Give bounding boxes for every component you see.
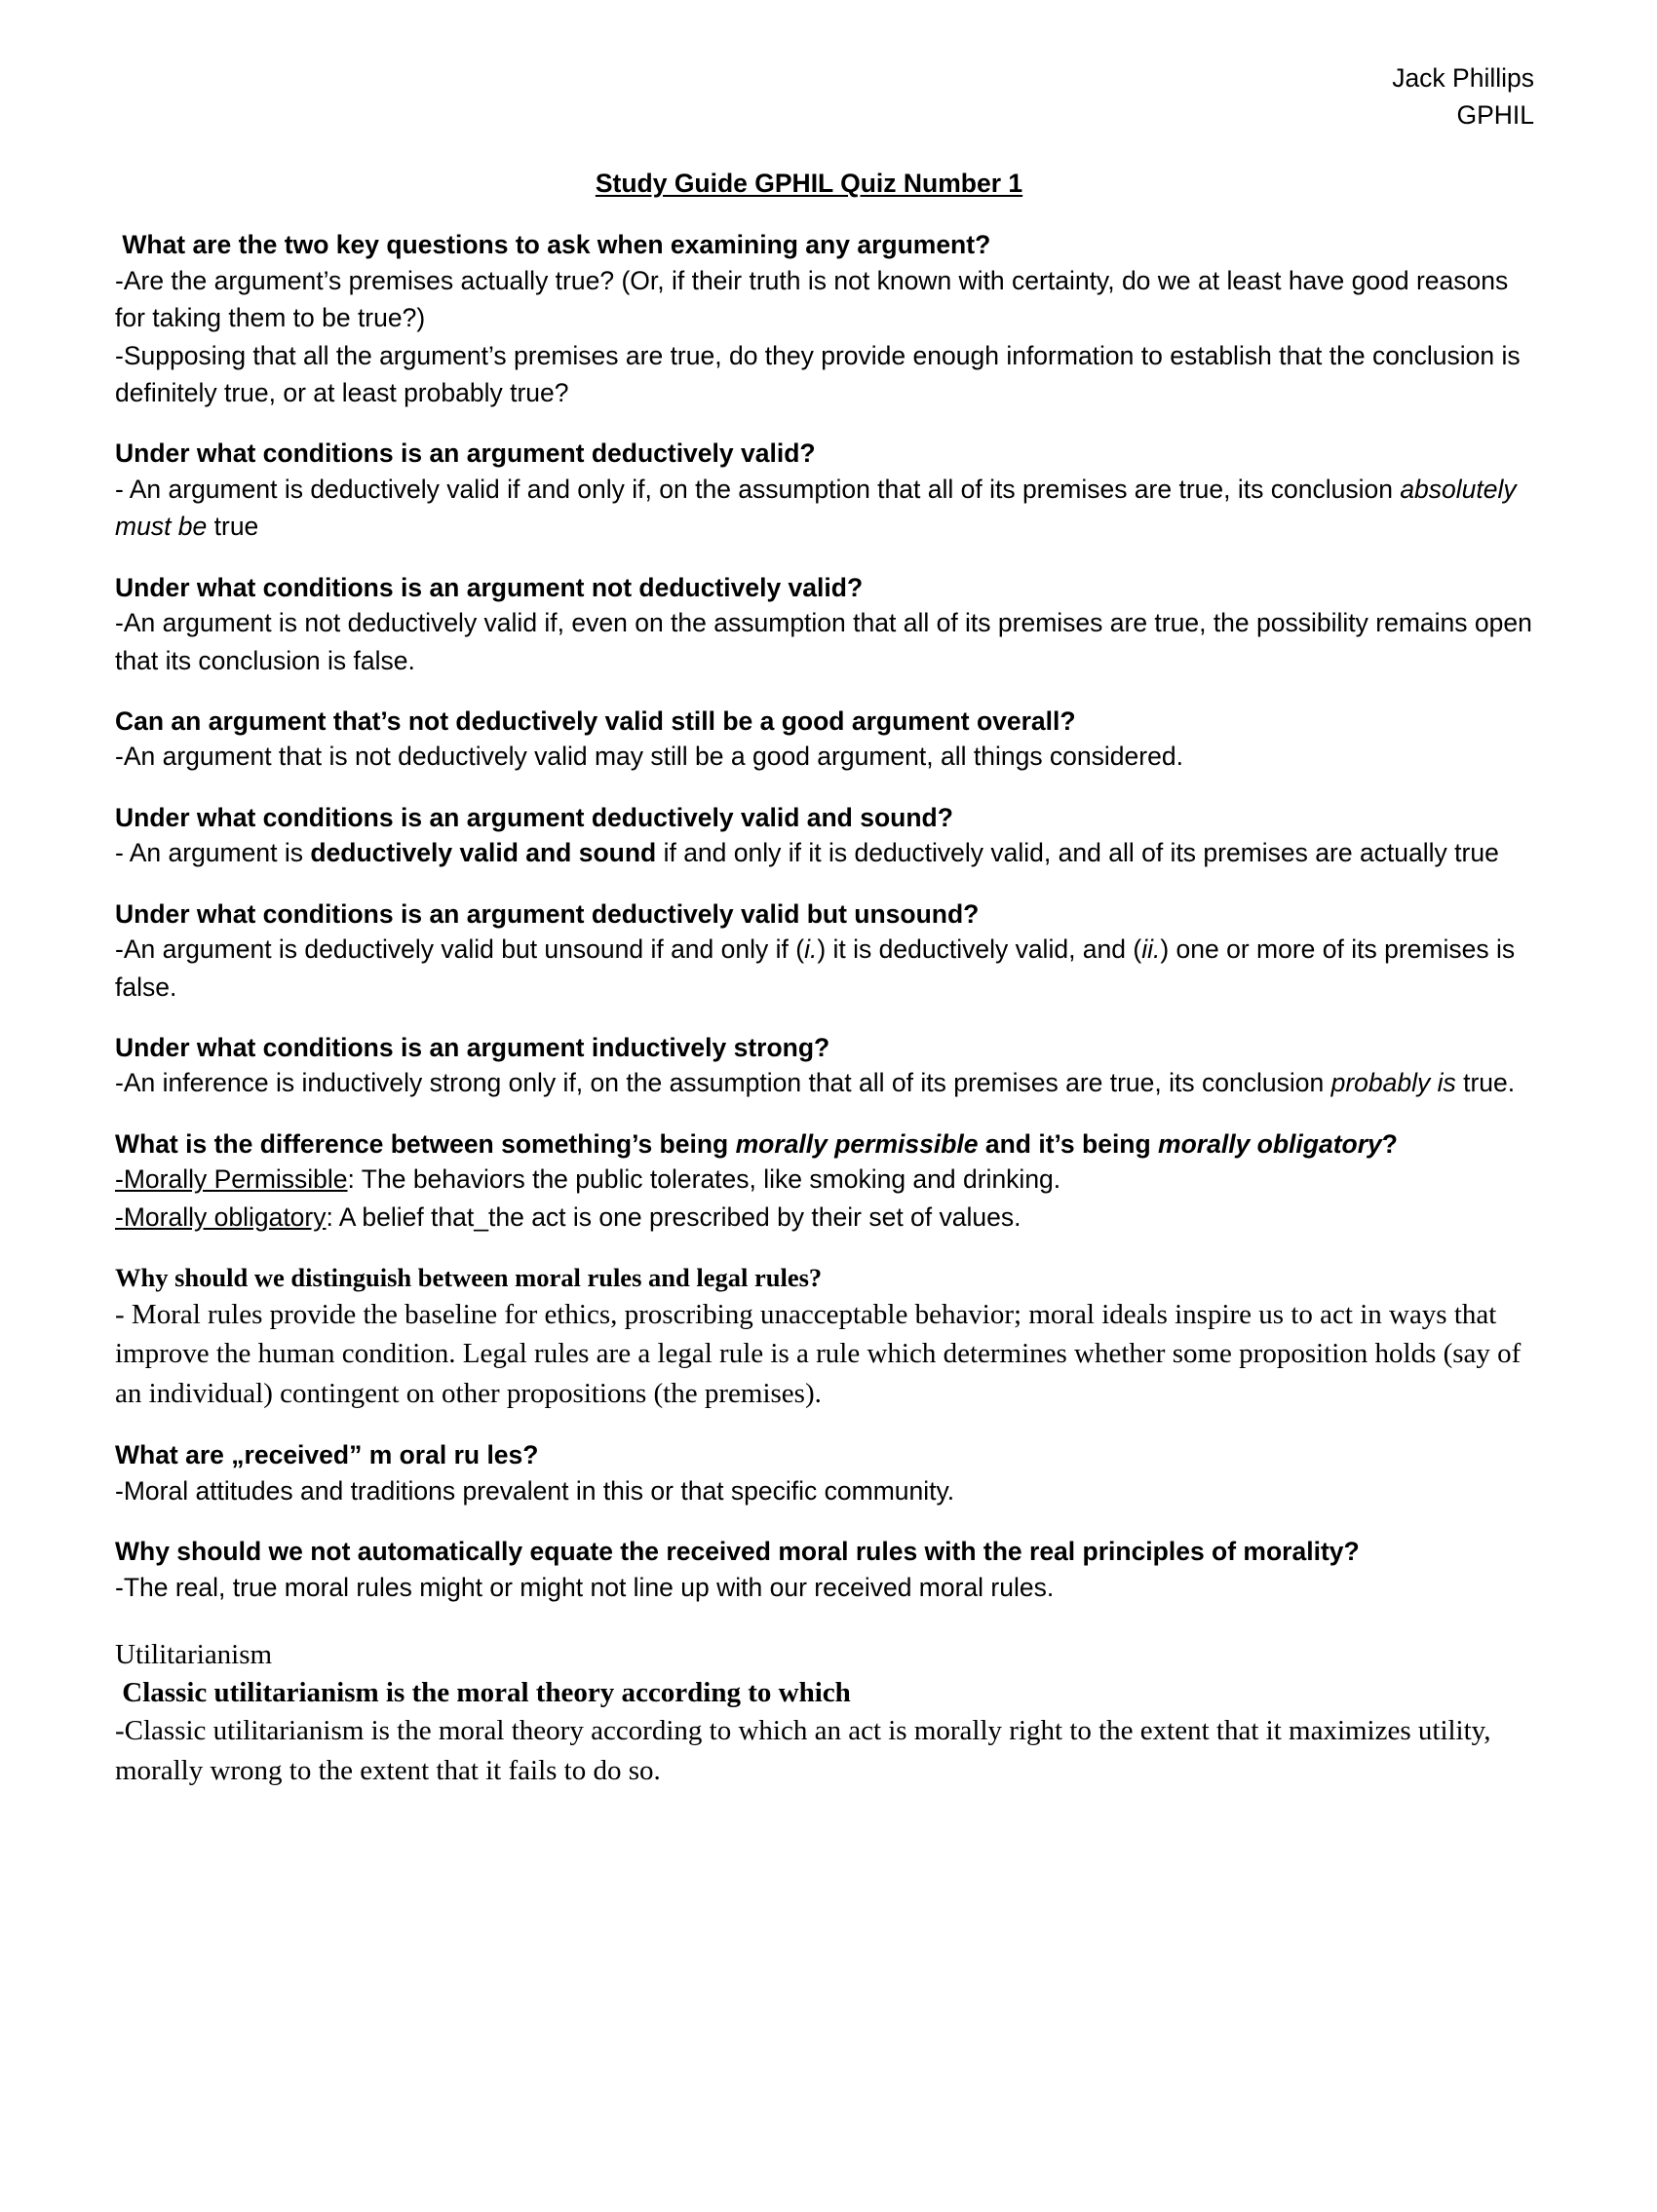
utilitarianism-subheading: Classic utilitarianism is the moral theory according to which xyxy=(115,1676,851,1708)
section-good-argument-overall xyxy=(115,705,1542,776)
answer-part: true xyxy=(207,512,259,542)
answer-part: : The behaviors the public tolerates, like smoking and drinking. xyxy=(347,1164,1061,1195)
question-heading: Under what conditions is an argument inductively strong? xyxy=(115,1032,830,1062)
section-received-vs-real-principles xyxy=(115,1535,1542,1606)
utilitarianism-heading: Utilitarianism xyxy=(115,1639,273,1671)
question-heading: Under what conditions is an argument deductively valid? xyxy=(115,439,816,469)
section-moral-vs-legal-rules xyxy=(115,1261,1542,1413)
answer-text: -An argument is not deductively valid if, even on the assumption that all of its premises are true, the possibility remains open that its conclusion is false. xyxy=(115,608,1532,675)
answer-enumerator: i. xyxy=(804,934,818,965)
answer-part: : A belief that_the act is one prescribed by their set of values. xyxy=(326,1201,1021,1232)
answer-part: ) one or more of its premises is false. xyxy=(115,934,1516,1002)
answer-text xyxy=(115,931,1542,1006)
section-valid-but-unsound xyxy=(115,897,1542,1006)
question-part: and it’s being xyxy=(978,1128,1159,1159)
question-heading: Under what conditions is an argument deductively valid and sound? xyxy=(115,802,953,832)
question-heading: Why should we not automatically equate the received moral rules with the real principles of morality? xyxy=(115,1537,1360,1567)
answer-text xyxy=(115,1064,1542,1101)
question-heading: Under what conditions is an argument not deductively valid? xyxy=(115,572,864,602)
section-not-deductively-valid xyxy=(115,571,1542,679)
question-emphasis: morally permissible xyxy=(735,1128,979,1159)
question-heading: Under what conditions is an argument deductively valid but unsound? xyxy=(115,898,980,929)
section-valid-and-sound xyxy=(115,801,1542,872)
question-part: What is the difference between something’s being xyxy=(115,1128,736,1159)
answer-text xyxy=(115,834,1542,871)
answer-text: -Classic utilitarianism is the moral theory according to which an act is morally right to the extent that it maximizes utility, morally wrong to the extent that it fails to do so. xyxy=(115,1715,1491,1786)
question-heading: What are „received” m oral ru les? xyxy=(115,1440,539,1470)
answer-part: ) it is deductively valid, and ( xyxy=(817,934,1142,965)
answer-emphasis: absolutely must be xyxy=(115,474,1517,542)
question-heading: What are the two key questions to ask when examining any argument? xyxy=(115,230,991,260)
answer-emphasis: probably is xyxy=(1330,1068,1456,1098)
answer-strong: deductively valid and sound xyxy=(310,838,657,868)
section-utilitarianism xyxy=(115,1635,1542,1790)
section-permissible-vs-obligatory xyxy=(115,1127,1542,1236)
answer-enumerator: ii. xyxy=(1141,934,1161,965)
answer-part: - An argument is xyxy=(115,838,311,868)
question-part: ? xyxy=(1381,1128,1398,1159)
answer-term-label: -Morally Permissible xyxy=(115,1164,348,1195)
section-two-key-questions xyxy=(115,228,1542,411)
question-heading: Why should we distinguish between moral rules and legal rules? xyxy=(115,1263,823,1293)
section-received-moral-rules xyxy=(115,1438,1542,1509)
answer-text: -The real, true moral rules might or might not line up with our received moral rules. xyxy=(115,1572,1055,1602)
answer-text: -An argument that is not deductively valid may still be a good argument, all things considered. xyxy=(115,742,1183,772)
answer-text: -Supposing that all the argument’s premises are true, do they provide enough information to establish that the conclusion is definitely true, or at least probably true? xyxy=(115,340,1521,407)
page-title: Study Guide GPHIL Quiz Number 1 xyxy=(595,169,1023,199)
answer-text: - Moral rules provide the baseline for ethics, proscribing unacceptable behavior; moral ideals inspire us to act in ways that improve the human condition. Legal rules are a legal rule is a rule which determines whether some proposition holds (say of an individual) contingent on other propositions (the premises). xyxy=(115,1298,1522,1409)
answer-text xyxy=(115,1199,1542,1236)
question-emphasis: morally obligatory xyxy=(1158,1128,1382,1159)
header-course: GPHIL xyxy=(1456,99,1534,130)
answer-text xyxy=(115,1161,1542,1198)
answer-part: -An inference is inductively strong only if, on the assumption that all of its premises are true, its conclusion xyxy=(115,1068,1331,1098)
answer-part: -An argument is deductively valid but unsound if and only if ( xyxy=(115,934,805,965)
document-header xyxy=(115,60,1542,133)
answer-part: true. xyxy=(1455,1068,1516,1098)
answer-part: - An argument is deductively valid if and only if, on the assumption that all of its premises are true, its conclusion xyxy=(115,474,1401,504)
question-heading: Can an argument that’s not deductively valid still be a good argument overall? xyxy=(115,706,1076,736)
section-deductively-valid xyxy=(115,437,1542,545)
section-inductively-strong xyxy=(115,1031,1542,1102)
answer-term-label: -Morally obligatory xyxy=(115,1201,327,1232)
answer-part: if and only if it is deductively valid, and all of its premises are actually true xyxy=(656,838,1499,868)
answer-text: -Are the argument’s premises actually true? (Or, if their truth is not known with certainty, do we at least have good reasons for taking them to be true?) xyxy=(115,265,1509,333)
answer-text: -Moral attitudes and traditions prevalent in this or that specific community. xyxy=(115,1475,955,1506)
question-heading xyxy=(115,1127,1542,1161)
answer-text xyxy=(115,471,1542,546)
header-author: Jack Phillips xyxy=(1392,63,1534,93)
